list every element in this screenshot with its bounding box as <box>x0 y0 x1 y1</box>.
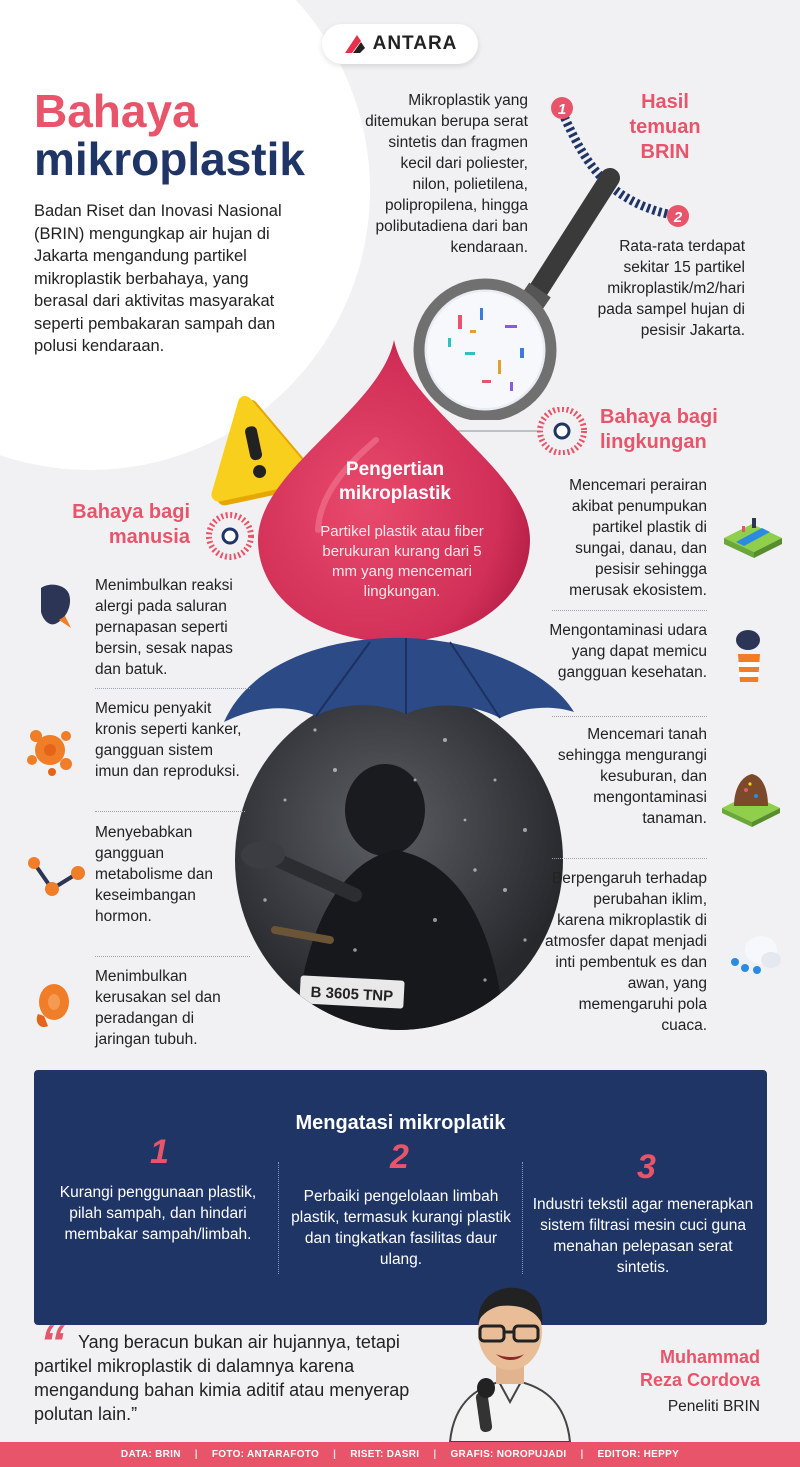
definition-text: Partikel plastik atau fiber berukuran kurang dari 5 mm yang mencemari lingkungan. <box>320 523 484 600</box>
footer-separator: | <box>333 1449 337 1460</box>
intro-paragraph: Badan Riset dan Inovasi Nasional (BRIN) mengungkap air hujan di Jakarta mengandung partikel mikroplastik berbahaya, yang berasal dari aktivitas masyarakat seperti pembakaran sampah dan polusi kendaraan. <box>34 202 282 355</box>
human-divider-3 <box>95 956 250 957</box>
findings-heading-line3: BRIN <box>640 141 690 163</box>
page-title-line2: mikroplastik <box>34 133 305 185</box>
human-item-4-text: Menimbulkan kerusakan sel dan peradangan di jaringan tubuh. <box>95 968 221 1048</box>
page-title-line1: Bahaya <box>34 85 198 137</box>
environment-divider-3 <box>552 858 707 859</box>
credit-graphic: GRAFIS: NOROPUJADI <box>450 1449 567 1460</box>
chimney-icon <box>728 628 770 686</box>
antara-logo <box>322 24 478 64</box>
lungs-icon <box>35 580 79 632</box>
definition-heading-line2: mikroplastik <box>339 483 451 504</box>
findings-heading-line2: temuan <box>629 116 701 138</box>
footer-separator: | <box>580 1449 584 1460</box>
finding-2-number: 2 <box>673 209 683 226</box>
findings-heading-line1: Hasil <box>641 91 689 113</box>
quote-text: Yang beracun bukan air hujannya, tetapi partikel mikroplastik di dalamnya karena mengandung bahan kimia aditif atau menyerap polutan lain.” <box>34 1332 410 1424</box>
river-icon <box>722 512 784 560</box>
credits-footer <box>0 1442 800 1467</box>
solution-1-number: 1 <box>150 1133 169 1171</box>
molecule-icon <box>24 855 88 899</box>
solution-3-text: Industri tekstil agar menerapkan sistem filtrasi mesin cuci guna menahan pelepasan serat sintetis. <box>532 1196 754 1276</box>
environment-divider-2 <box>552 716 707 717</box>
license-plate: B 3605 TNP <box>310 983 394 1006</box>
finding-2-text: Rata-rata terdapat sekitar 15 partikel mikroplastik/m2/hari pada sampel hujan di pesisir Jakarta. <box>597 238 745 339</box>
human-target-icon <box>204 510 256 562</box>
portrait-illustration <box>440 1280 580 1442</box>
environment-divider-1 <box>552 610 707 611</box>
person-name-line1: Muhammad <box>659 1347 760 1367</box>
definition-heading <box>300 458 490 506</box>
human-item-1-text: Menimbulkan reaksi alergi pada saluran pernapasan seperti bersin, sesak napas dan batuk. <box>95 577 233 678</box>
solution-2-text: Perbaiki pengelolaan limbah plastik, termasuk kurangi plastik dan tingkatkan fasilitas daur ulang. <box>291 1188 511 1268</box>
human-item-2-text: Memicu penyakit kronis seperti kanker, gangguan sistem imun dan reproduksi. <box>95 700 242 780</box>
solution-1-text: Kurangi penggunaan plastik, pilah sampah, dan hindari membakar sampah/limbah. <box>59 1184 257 1243</box>
person-name-line2: Reza Cordova <box>639 1370 760 1390</box>
credit-data: DATA: BRIN <box>120 1449 181 1460</box>
definition-heading-line1: Pengertian <box>345 459 445 480</box>
environment-item-2-text: Mengontaminasi udara yang dapat memicu gangguan kesehatan. <box>549 622 707 681</box>
cloud-icon <box>725 928 783 976</box>
human-divider-1 <box>95 688 250 689</box>
environment-item-1-text: Mencemari perairan akibat penumpukan partikel plastik di sungai, danau, dan pesisir sehingga merusak ekosistem. <box>569 477 707 599</box>
credit-editor: EDITOR: HEPPY <box>597 1449 680 1460</box>
person-role: Peneliti BRIN <box>667 1398 760 1415</box>
solutions-heading: Mengatasi mikroplatik <box>295 1112 506 1134</box>
human-heading <box>50 500 190 550</box>
environment-heading <box>600 405 760 455</box>
antara-mark-icon <box>343 33 367 55</box>
logo-text: ANTARA <box>372 33 458 54</box>
human-divider-2 <box>95 811 245 812</box>
solutions-divider-1 <box>278 1162 279 1274</box>
footer-separator: | <box>194 1449 198 1460</box>
credit-photo: FOTO: ANTARAFOTO <box>211 1449 320 1460</box>
umbrella-icon <box>220 632 578 742</box>
environment-heading-line2: lingkungan <box>600 431 707 453</box>
environment-heading-line1: Bahaya bagi <box>600 406 718 428</box>
finding-1-text: Mikroplastik yang ditemukan berupa serat sintetis dan fragmen kecil dari poliester, nilon, polietilena, polipropilena, hingga polibutadiena dari ban kendaraan. <box>365 92 528 256</box>
footer-separator: | <box>433 1449 437 1460</box>
human-heading-line2: manusia <box>108 526 190 548</box>
credit-research: RISET: DASRI <box>350 1449 420 1460</box>
finding-1-number: 1 <box>557 101 567 118</box>
quote-mark-icon: “ <box>40 1315 65 1371</box>
solutions-divider-2 <box>522 1162 523 1274</box>
environment-item-4-text: Berpengaruh terhadap perubahan iklim, karena mikroplastik di atmosfer dapat menjadi inti pembentuk es dan awan, yang memengaruhi pola cuaca. <box>545 870 707 1034</box>
soil-icon <box>720 770 782 828</box>
solution-3-number: 3 <box>637 1148 656 1186</box>
person-name <box>580 1346 760 1392</box>
human-heading-line1: Bahaya bagi <box>72 501 190 523</box>
solution-2-number: 2 <box>390 1138 409 1176</box>
cell-icon <box>30 980 72 1032</box>
virus-icon <box>22 722 78 778</box>
environment-item-3-text: Mencemari tanah sehingga mengurangi kesuburan, dan mengontaminasi tanaman. <box>557 726 707 827</box>
human-item-3-text: Menyebabkan gangguan metabolisme dan keseimbangan hormon. <box>95 824 214 925</box>
